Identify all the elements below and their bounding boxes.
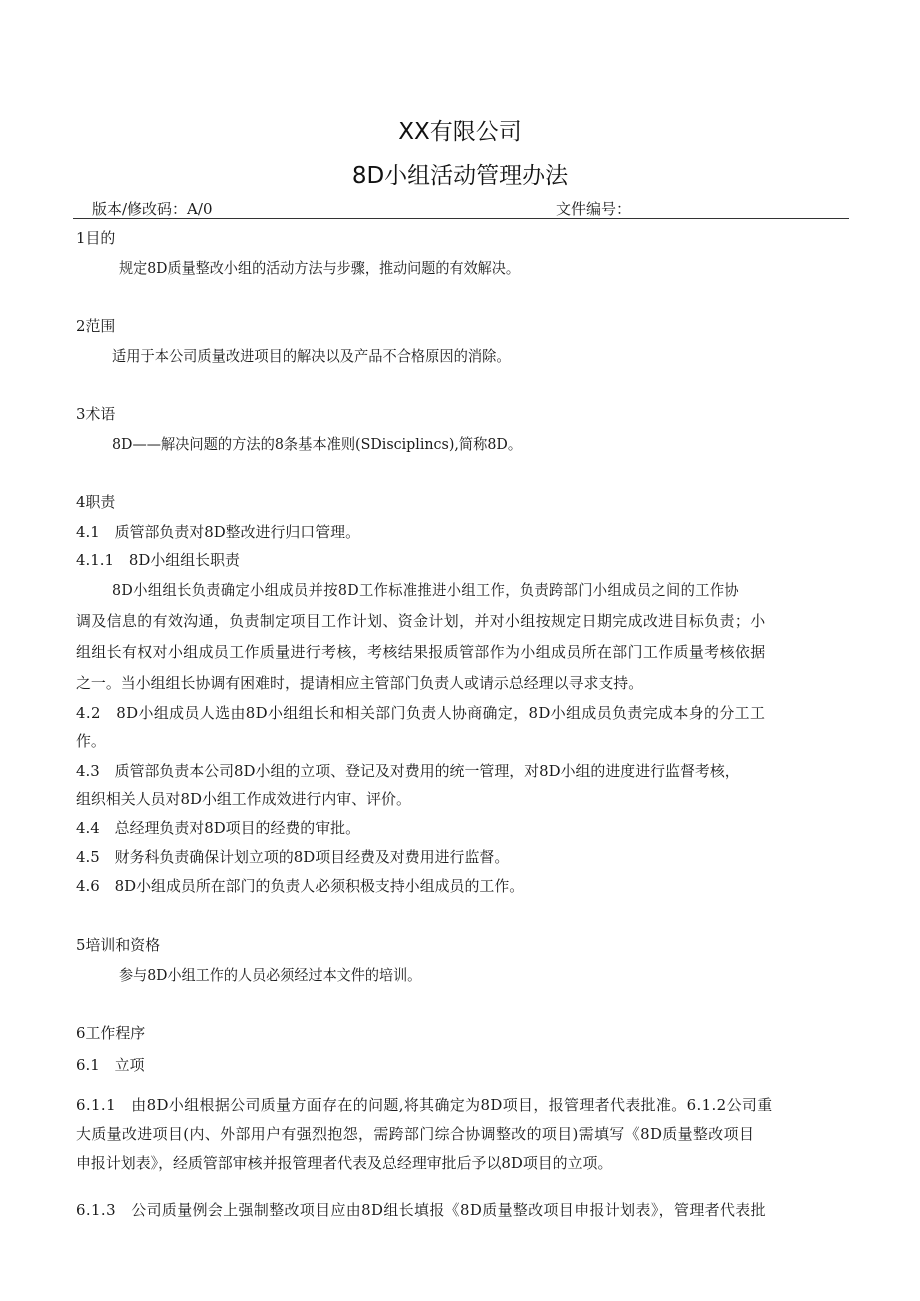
section-3-heading: 3术语: [76, 405, 116, 423]
section-4-5: 4.5 财务科负责确保计划立项的8D项目经费及对费用进行监督。: [76, 848, 510, 866]
section-1-heading: 1目的: [76, 229, 116, 247]
section-6-1: 6.1 立项: [76, 1056, 145, 1074]
section-6-1-3: 6.1.3 公司质量例会上强制整改项目应由8D组长填报《8D质量整改项目申报计划表》，管理者代表批: [76, 1201, 766, 1219]
section-6-1-1-line: 大质量改进项目(内、外部用户有强烈抱怨，需跨部门综合协调整改的项目)需填写《8D质量整改项目: [76, 1125, 755, 1143]
section-2-heading: 2范围: [76, 317, 116, 335]
section-4-2-line: 作。: [76, 732, 106, 750]
section-4-4: 4.4 总经理负责对8D项目的经费的审批。: [76, 819, 361, 837]
section-4-1: 4.1 质管部负责对8D整改进行归口管理。: [76, 523, 361, 541]
section-6-heading: 6工作程序: [76, 1024, 146, 1042]
section-4-1-1-line: 8D小组组长负责确定小组成员并按8D工作标准推进小组工作，负责跨部门小组成员之间的工作协: [112, 581, 740, 599]
section-1-body: 规定8D质量整改小组的活动方法与步骤，推动问题的有效解决。: [119, 259, 520, 277]
section-5-body: 参与8D小组工作的人员必须经过本文件的培训。: [119, 966, 422, 984]
document-title: 8D小组活动管理办法: [351, 163, 569, 189]
section-6-1-1-line: 申报计划表》，经质管部审核并报管理者代表及总经理审批后予以8D项目的立项。: [76, 1154, 613, 1172]
section-5-heading: 5培训和资格: [76, 936, 161, 954]
section-4-1-1-line: 调及信息的有效沟通，负责制定项目工作计划、资金计划，并对小组按规定日期完成改进目标负责；小: [76, 612, 766, 630]
header-divider: [73, 218, 849, 219]
section-4-1-1-line: 之一。当小组组长协调有困难时，提请相应主管部门负责人或请示总经理以寻求支持。: [76, 674, 644, 692]
section-6-1-1-line: 6.1.1 由8D小组根据公司质量方面存在的问题,将其确定为8D项目，报管理者代表批准。6.1.2公司重: [76, 1096, 773, 1114]
version-label: 版本/修改码：A/0: [92, 200, 213, 218]
section-3-body: 8D——解决问题的方法的8条基本准则(SDisciplincs),简称8D。: [112, 435, 523, 453]
section-4-heading: 4职责: [76, 493, 116, 511]
section-4-1-1-heading: 4.1.1 8D小组组长职责: [76, 551, 240, 569]
section-4-3-line: 组织相关人员对8D小组工作成效进行内审、评价。: [76, 790, 411, 808]
section-4-6: 4.6 8D小组成员所在部门的负责人必须积极支持小组成员的工作。: [76, 877, 525, 895]
section-4-1-1-line: 组组长有权对小组成员工作质量进行考核，考核结果报质管部作为小组成员所在部门工作质量考核依据: [76, 643, 766, 661]
file-number-label: 文件编号：: [556, 200, 632, 218]
section-4-3-line: 4.3 质管部负责本公司8D小组的立项、登记及对费用的统一管理，对8D小组的进度进行监督考核，: [76, 762, 740, 780]
section-4-2-line: 4.2 8D小组成员人选由8D小组组长和相关部门负责人协商确定，8D小组成员负责完成本身的分工工: [76, 704, 766, 722]
company-title: XX有限公司: [398, 119, 522, 145]
section-2-body: 适用于本公司质量改进项目的解决以及产品不合格原因的消除。: [112, 347, 511, 365]
